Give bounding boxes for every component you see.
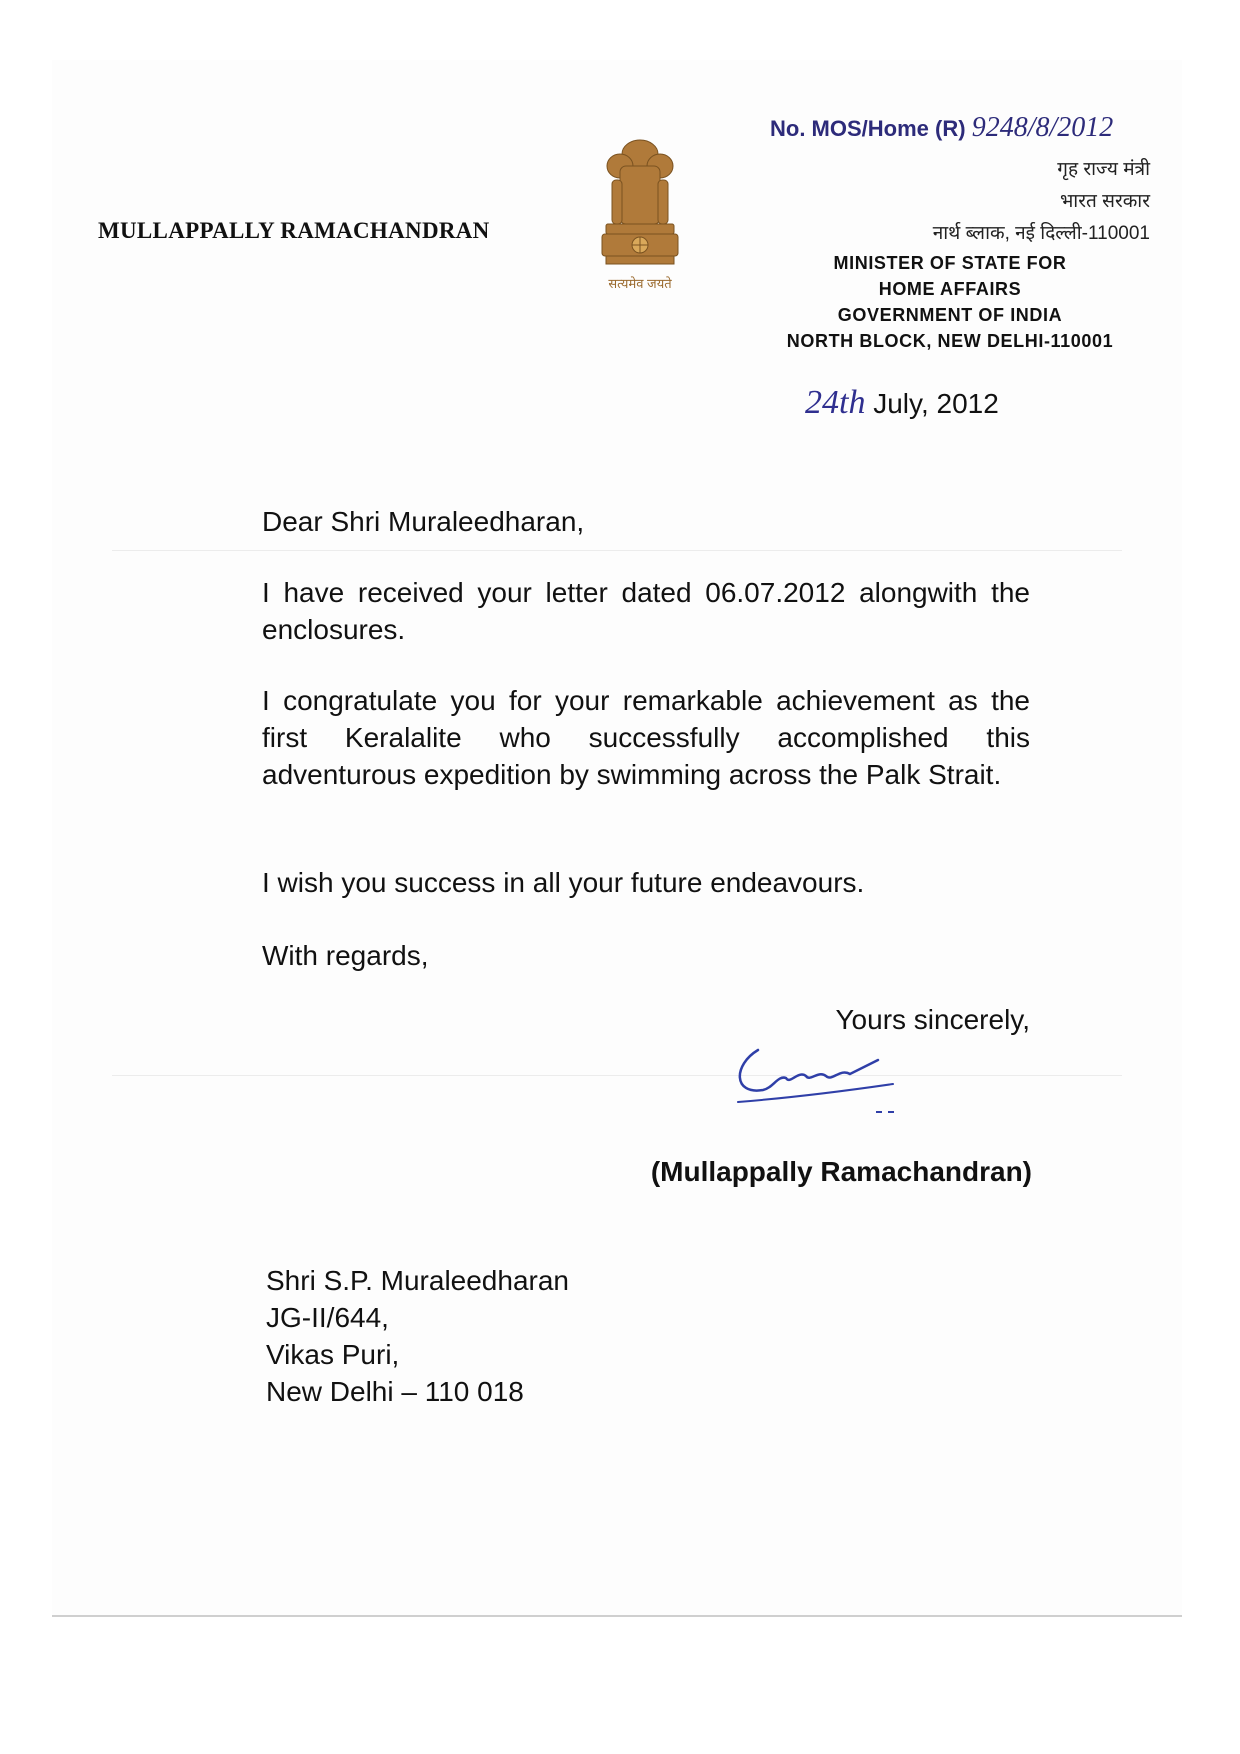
recipient-address	[266, 1262, 569, 1410]
paragraph: I congratulate you for your remarkable achievement as the first Keralalite who successfully accomplished this adventurous expedition by swimming across the Palk Strait.	[262, 685, 1030, 790]
date-day-handwritten: 24th	[805, 384, 866, 421]
address-line: Vikas Puri,	[266, 1339, 400, 1370]
address-line: JG-II/644,	[266, 1302, 389, 1333]
reference-number	[770, 112, 1113, 144]
closing: Yours sincerely,	[835, 1004, 1030, 1035]
paragraph: I wish you success in all your future endeavours.	[262, 867, 865, 898]
office-english-line: MINISTER OF STATE FOR	[833, 253, 1067, 273]
address-line: New Delhi – 110 018	[266, 1376, 524, 1407]
office-hindi-line: भारत सरकार	[1059, 191, 1150, 212]
fold-line	[112, 550, 1122, 551]
fold-line	[112, 1075, 1122, 1076]
regards: With regards,	[262, 940, 429, 971]
signatory-name: (Mullappally Ramachandran)	[650, 1156, 1032, 1187]
sender-name: MULLAPPALLY RAMACHANDRAN	[98, 218, 490, 243]
address-line: Shri S.P. Muraleedharan	[266, 1265, 569, 1296]
date-month-year: July, 2012	[873, 388, 999, 419]
office-hindi-line: गृह राज्य मंत्री	[1057, 159, 1150, 180]
emblem-motto: सत्यमेव जयते	[608, 276, 672, 291]
national-emblem-icon	[590, 132, 690, 292]
office-hindi-line: नार्थ ब्लाक, नई दिल्ली-110001	[932, 223, 1150, 244]
office-english-line: NORTH BLOCK, NEW DELHI-110001	[786, 331, 1114, 351]
reference-prefix: No. MOS/Home (R)	[770, 116, 966, 141]
reference-handwritten-number: 9248/8/2012	[971, 112, 1114, 143]
office-address-english	[740, 250, 1160, 354]
paragraph: I have received your letter dated 06.07.2012 alongwith the enclosures.	[262, 577, 1030, 645]
office-english-line: HOME AFFAIRS	[878, 279, 1022, 299]
letter-date	[805, 384, 999, 422]
office-address-hindi	[760, 154, 1150, 250]
office-english-line: GOVERNMENT OF INDIA	[837, 305, 1063, 325]
signature-icon	[728, 1040, 918, 1130]
salutation: Dear Shri Muraleedharan,	[262, 506, 585, 537]
